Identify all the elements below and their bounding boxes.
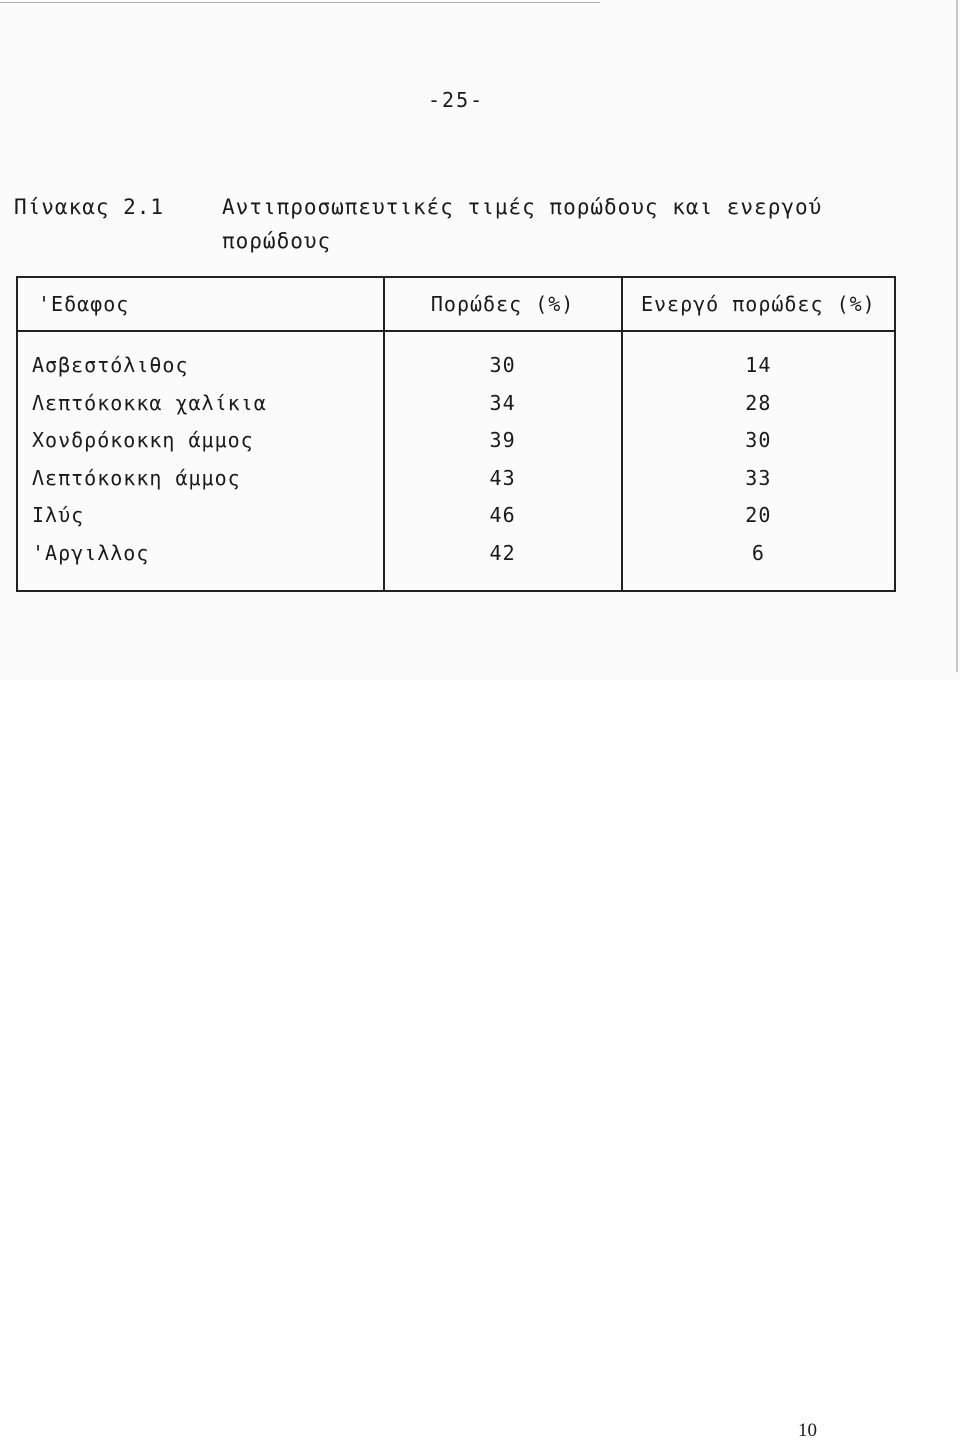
table-row [17,497,895,535]
cell-porosity: 46 [384,497,622,535]
table-row [17,534,895,591]
cell-porosity: 39 [384,421,622,459]
cell-soil: Χονδρόκοκκη άμμος [17,421,384,459]
cell-soil: Ασβεστόλιθος [17,331,384,384]
scanned-page-region [0,0,960,680]
cell-porosity: 43 [384,459,622,497]
page-header-number: -25- [428,88,485,112]
cell-soil: 'Αργιλλος [17,534,384,591]
table-header-row [17,277,895,331]
table-row [17,459,895,497]
cell-porosity: 30 [384,331,622,384]
table-caption-title: Αντιπροσωπευτικές τιμές πορώδους και ενεργού πορώδους [222,195,823,253]
scan-edge-top [0,2,600,3]
column-header-porosity: Πορώδες (%) [384,277,622,331]
cell-soil: Ιλύς [17,497,384,535]
porosity-table [16,276,896,592]
table-row [17,331,895,384]
cell-soil: Λεπτόκοκκη άμμος [17,459,384,497]
column-header-effective-porosity: Ενεργό πορώδες (%) [622,277,895,331]
table-body [17,331,895,591]
column-header-soil: 'Εδαφος [17,277,384,331]
cell-effective-porosity: 20 [622,497,895,535]
cell-effective-porosity: 28 [622,384,895,422]
table-header [17,277,895,331]
cell-porosity: 34 [384,384,622,422]
cell-effective-porosity: 6 [622,534,895,591]
cell-effective-porosity: 14 [622,331,895,384]
cell-soil: Λεπτόκοκκα χαλίκια [17,384,384,422]
scan-edge-right [956,0,958,672]
table-row [17,384,895,422]
cell-effective-porosity: 30 [622,421,895,459]
cell-porosity: 42 [384,534,622,591]
table-row [17,421,895,459]
page-footer-number: 10 [798,1420,817,1441]
cell-effective-porosity: 33 [622,459,895,497]
table-caption-label: Πίνακας 2.1 [14,195,165,219]
